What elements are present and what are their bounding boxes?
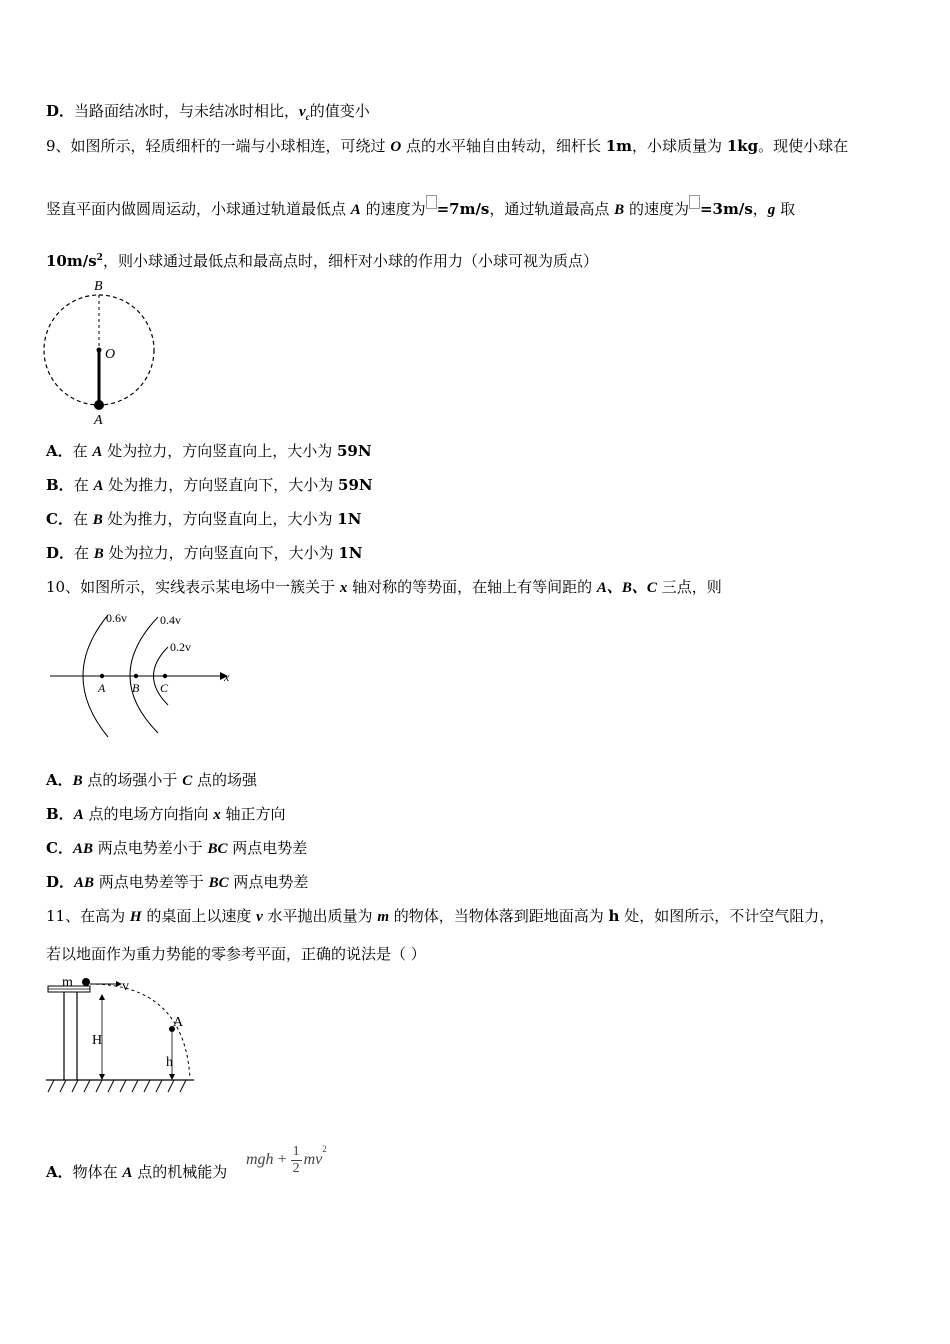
- small-h-arrow-bottom-icon: [169, 1074, 175, 1080]
- trajectory-path: [90, 984, 190, 1078]
- q10-option-c: C．AB 两点电势差小于 BC 两点电势差: [46, 839, 308, 857]
- label-x: x: [224, 670, 230, 684]
- q9-stem-line3: $10m/s^2$，则小球通过最低点和最高点时，细杆对小球的作用力（小球可视为质点）: [46, 252, 598, 270]
- label-b: B: [94, 279, 103, 294]
- label-h: h: [166, 1055, 173, 1070]
- q11-option-a: A．物体在 A 点的机械能为: [46, 1163, 228, 1181]
- missing-glyph-icon: [426, 195, 437, 209]
- q9-stem-line2: 竖直平面内做圆周运动，小球通过轨道最低点 A 的速度为 =7m/s，通过轨道最高点 B 的速度为 =3m/s，g 取: [46, 199, 795, 220]
- label-H: H: [92, 1033, 103, 1048]
- label-c: C: [160, 681, 169, 695]
- label-0-4v: 0.4v: [160, 613, 181, 627]
- q9-option-d: D．在 B 处为拉力，方向竖直向下，大小为 1N: [46, 544, 363, 562]
- q9-option-a: A．在 A 处为拉力，方向竖直向上，大小为 59N: [46, 442, 372, 460]
- label-0-2v: 0.2v: [170, 640, 191, 654]
- label-a: A: [98, 681, 106, 695]
- q9-option-c: C．在 B 处为推力，方向竖直向上，大小为 1N: [46, 510, 362, 528]
- q9-option-b: B．在 A 处为推力，方向竖直向下，大小为 59N: [46, 476, 373, 494]
- label-m: m: [62, 975, 73, 990]
- q10-stem: 10、如图所示，实线表示某电场中一簇关于 x 轴对称的等势面，在轴上有等间距的 A、B、C 三点，则: [46, 578, 722, 596]
- mechanical-energy-formula: mgh + $\frac{1}{2}$ mv $^2$: [246, 1143, 327, 1176]
- label-a: A: [94, 413, 103, 428]
- q10-equipotential-figure: [46, 605, 246, 740]
- point-b: [134, 674, 138, 678]
- point-a: [100, 674, 104, 678]
- label-b: B: [132, 681, 140, 695]
- q9-stem-line1: 9、如图所示，轻质细杆的一端与小球相连，可绕过 O 点的水平轴自由转动，细杆长 1m，小球质量为 1kg。现使小球在: [46, 137, 849, 155]
- ground-hatching: [48, 1080, 186, 1092]
- missing-glyph-icon: [689, 195, 700, 209]
- h-arrow-top-icon: [99, 994, 105, 1000]
- label-A: A: [173, 1015, 184, 1030]
- point-c: [163, 674, 167, 678]
- q10-option-a: A．B 点的场强小于 C 点的场强: [46, 771, 257, 789]
- label-v: v: [122, 979, 129, 994]
- q10-option-b: B．A 点的电场方向指向 x 轴正方向: [46, 805, 286, 823]
- label-o: O: [105, 347, 116, 362]
- h-arrow-bottom-icon: [99, 1074, 105, 1080]
- q10-option-d: D．AB 两点电势差等于 BC 两点电势差: [46, 873, 309, 891]
- projectile-ball: [82, 978, 90, 986]
- q11-stem-line1: 11、在高为 H 的桌面上以速度 v 水平抛出质量为 m 的物体，当物体落到距地面高为 h 处，如图所示，不计空气阻力，: [46, 907, 835, 925]
- q11-stem-line2: 若以地面作为重力势能的零参考平面，正确的说法是（ ）: [46, 945, 426, 963]
- q9-circle-figure: [40, 276, 164, 428]
- q11-projectile-figure: [44, 974, 204, 1098]
- pivot-point: [97, 348, 102, 353]
- label-0-6v: 0.6v: [106, 611, 127, 625]
- q8-option-d: D．当路面结冰时，与未结冰时相比，$v_c$的值变小: [46, 102, 370, 122]
- fraction: $\frac{1}{2}$: [292, 1143, 300, 1176]
- ball: [94, 400, 104, 410]
